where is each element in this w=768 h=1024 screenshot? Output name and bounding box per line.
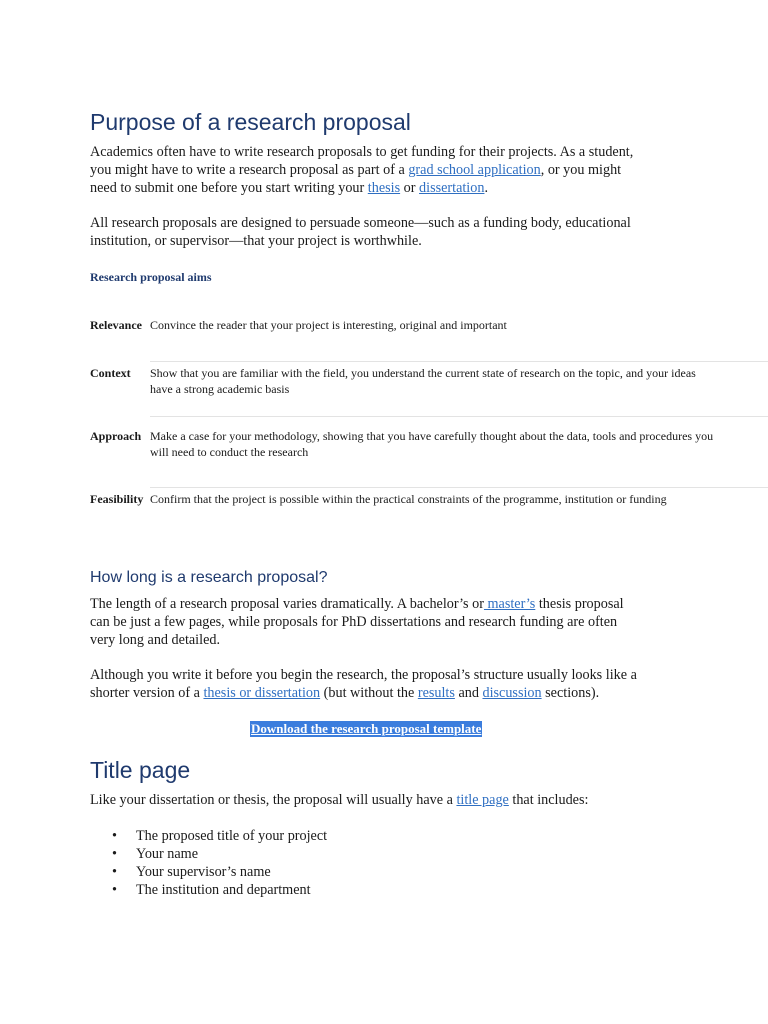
aim-term: Approach: [90, 429, 142, 443]
paragraph-line: very long and detailed.: [90, 631, 221, 648]
list-item-text: The proposed title of your project: [136, 828, 328, 844]
paragraph-line: [90, 685, 690, 703]
aims-row-approach: [90, 428, 768, 464]
aim-term: Feasibility: [90, 492, 144, 506]
discussion-link[interactable]: discussion: [482, 684, 542, 701]
description-line: have a strong academic basis: [150, 382, 290, 396]
list-item: [112, 881, 327, 899]
text-run: The length of a research proposal varies dramatically. A bachelor’s or: [90, 596, 484, 612]
thesis-link[interactable]: thesis: [367, 179, 401, 196]
paragraph-line: Although you write it before you begin the research, the proposal’s structure usually looks like a: [90, 667, 637, 683]
list-item: [112, 845, 327, 863]
row-divider: [150, 487, 768, 488]
row-divider: [150, 361, 768, 362]
text-run: shorter version of a: [90, 684, 204, 701]
aims-row-feasibility: [90, 491, 768, 527]
aims-row-context: [90, 365, 768, 401]
text-run: need to submit one before you start writing your: [90, 179, 368, 196]
text-run: (but without the: [320, 684, 418, 701]
masters-link[interactable]: master’s: [483, 596, 536, 612]
list-item-text: The institution and department: [136, 882, 311, 898]
paragraph-line: [90, 162, 690, 180]
bullet-icon: •: [112, 846, 117, 862]
thesis-or-dissertation-link[interactable]: thesis or dissertation: [203, 684, 321, 701]
list-item-text: Your name: [136, 846, 199, 862]
list-item: [112, 863, 327, 881]
text-run: , or you might: [540, 161, 622, 178]
list-item-text: Your supervisor’s name: [136, 864, 271, 880]
grad-school-application-link[interactable]: grad school application: [408, 161, 541, 178]
text-run: and: [454, 684, 483, 701]
aim-term: Relevance: [90, 318, 142, 332]
paragraph-line: Academics often have to write research proposals to get funding for their projects. As a student,: [90, 144, 634, 160]
purpose-paragraph-2: [90, 215, 690, 251]
aim-description: [150, 428, 768, 460]
description-line: Show that you are familiar with the field, you understand the current state of research on the topic, and your ideas: [150, 366, 696, 380]
bullet-icon: •: [112, 828, 117, 844]
paragraph-line: [90, 596, 690, 614]
text-run: .: [484, 179, 488, 196]
row-divider: [150, 416, 768, 417]
text-run: Like your dissertation or thesis, the proposal will usually have a: [90, 792, 457, 808]
text-run: sections).: [541, 684, 600, 701]
results-link[interactable]: results: [417, 684, 455, 701]
download-template-button[interactable]: Download the research proposal template: [251, 721, 482, 736]
titlepage-bullet-list: [112, 827, 327, 899]
text-run: that includes:: [508, 792, 589, 808]
length-paragraph-1: [90, 596, 690, 649]
aim-description: [150, 317, 768, 333]
paragraph-line: [90, 792, 690, 810]
paragraph-line: All research proposals are designed to persuade someone—such as a funding body, educational: [90, 215, 631, 231]
paragraph-line: [90, 180, 690, 198]
description-line: Make a case for your methodology, showing that you have carefully thought about the data, tools and procedures you: [150, 429, 714, 443]
list-item: [112, 827, 327, 845]
aim-description: [150, 365, 768, 397]
text-run: or: [400, 179, 420, 196]
aims-row-relevance: [90, 317, 768, 337]
length-paragraph-2: [90, 667, 690, 703]
paragraph-line: institution, or supervisor—that your project is worthwhile.: [90, 232, 422, 249]
titlepage-intro: [90, 792, 690, 810]
description-line: Convince the reader that your project is interesting, original and important: [150, 318, 507, 332]
description-line: will need to conduct the research: [150, 445, 309, 459]
dissertation-link[interactable]: dissertation: [419, 179, 485, 196]
section-title-titlepage: Title page: [90, 757, 191, 783]
purpose-paragraph-1: [90, 144, 690, 197]
text-run: you might have to write a research proposal as part of a: [90, 161, 409, 178]
section-title-purpose: Purpose of a research proposal: [90, 109, 411, 135]
paragraph-line: can be just a few pages, while proposals for PhD dissertations and research funding are often: [90, 613, 618, 630]
description-line: Confirm that the project is possible within the practical constraints of the programme, institution or funding: [150, 492, 667, 506]
bullet-icon: •: [112, 882, 117, 898]
aim-description: [150, 491, 768, 507]
bullet-icon: •: [112, 864, 117, 880]
section-title-length: How long is a research proposal?: [90, 569, 328, 586]
aims-heading: Research proposal aims: [90, 270, 212, 284]
aim-term: Context: [90, 366, 131, 380]
title-page-link[interactable]: title page: [456, 792, 509, 808]
text-run: thesis proposal: [535, 596, 624, 612]
